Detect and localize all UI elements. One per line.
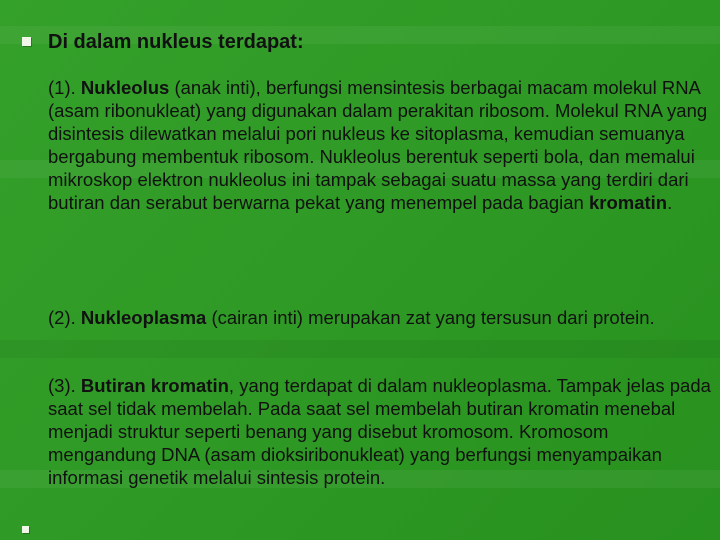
- term-kromatin: kromatin: [588, 192, 668, 213]
- item-number: (2).: [48, 307, 81, 328]
- item-text: (cairan inti) merupakan zat yang tersusun dari protein.: [206, 307, 655, 328]
- item-number: (3).: [48, 375, 81, 396]
- slide-heading: Di dalam nukleus terdapat:: [48, 31, 304, 53]
- paragraph-butiran-kromatin: [48, 374, 712, 489]
- item-text: , yang terdapat di dalam nukleoplasma. Tampak jelas pada saat sel tidak membelah. Pada saat sel membelah butiran kromatin menebal menjadi struktur seperti benang yang disebut kromosom. Kromosom mengandung DNA (asam dioksiribonukleat) yang berfungsi menyampaikan informasi genetik melalui sintesis protein.: [48, 375, 711, 488]
- item-text: (anak inti), berfungsi mensintesis berbagai macam molekul RNA (asam ribonukleat) yang digunakan dalam perakitan ribosom. Molekul RNA yang disintesis dilewatkan melalui pori nukleus ke sitoplasma, kemudian semuanya bergabung membentuk ribosom. Nukleolus berentuk seperti bola, dan memalui mikroskop elektron nukleolus ini tampak sebagai suatu massa yang terdiri dari butiran dan serabut berwarna pekat yang menempel pada bagian: [48, 77, 708, 213]
- background-stripe: [0, 340, 720, 358]
- item-text-end: .: [667, 192, 673, 213]
- square-bullet-icon: [22, 37, 31, 46]
- term-butiran-kromatin: Butiran kromatin: [80, 375, 229, 396]
- paragraph-nukleoplasma: [48, 306, 712, 329]
- paragraph-nukleolus: [48, 76, 712, 214]
- term-nukleoplasma: Nukleoplasma: [80, 307, 207, 328]
- square-bullet-icon: [22, 526, 29, 533]
- item-number: (1).: [48, 77, 81, 98]
- term-nukleolus: Nukleolus: [80, 77, 170, 98]
